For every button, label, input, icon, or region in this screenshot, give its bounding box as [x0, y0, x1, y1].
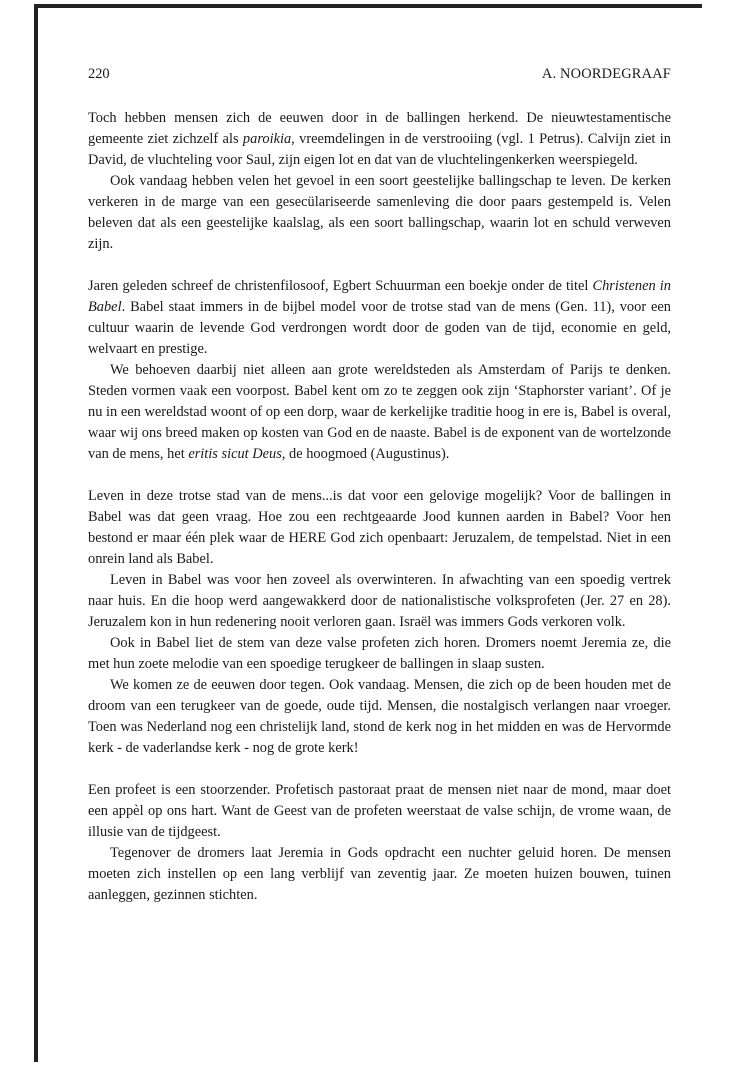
page-header — [88, 66, 671, 88]
running-head-author: A. NOORDEGRAAF — [541, 66, 671, 82]
paragraph-1: Toch hebben mensen zich de eeuwen door in de ballingen herkend. De nieuwtestamentische gemeente ziet zichzelf als paroikia, vreemdelingen in de verstrooiing (vgl. 1 Petrus). Calvijn ziet in David, de vluchteling voor Saul, zijn eigen lot en dat van de vluchtelingenkerken weerspiegeld. — [88, 110, 672, 168]
paragraph-9: Een profeet is een stoorzender. Profetisch pastoraat praat de mensen niet naar de mond, maar doet een appèl op ons hart. Want de Geest van de profeten weerstaat de valse schijn, de vrome waan, de illusie van de tijdgeest. — [88, 782, 671, 840]
paragraph-8: We komen ze de eeuwen door tegen. Ook vandaag. Mensen, die zich op de been houden met de droom van een terugkeer van de goede, oude tijd. Mensen, die nostalgisch verlangen naar vroeger. Toen was Nederland nog een christelijk land, stond de kerk nog in het midden en was de Hervormde kerk - de vaderlandse kerk - nog de grote kerk! — [88, 677, 671, 756]
page-number: 220 — [88, 66, 110, 82]
page-border-left — [34, 4, 38, 1062]
page-border-top — [34, 4, 702, 8]
paragraph-7: Ook in Babel liet de stem van deze valse profeten zich horen. Dromers noemt Jeremia ze, die met hun zoete melodie van een spoedige terugkeer de ballingen in slaap susten. — [88, 635, 671, 672]
paragraph-2: Ook vandaag hebben velen het gevoel in een soort geestelijke ballingschap te leven. De kerken verkeren in de marge van een gesecülariseerde samenleving die door paars gestempeld is. Velen beleven dat als een geestelijke kaalslag, als een soort ballingschap, waarin lot en schuld verweven zijn. — [88, 173, 671, 252]
paragraph-5: Leven in deze trotse stad van de mens...is dat voor een gelovige mogelijk? Voor de ballingen in Babel was dat geen vraag. Hoe zou een rechtgeaarde Jood kunnen aarden in Babel? Voor hen bestond er maar één plek waar de HERE God zich openbaart: Jeruzalem, de tempelstad. Niet in een onrein land als Babel. — [88, 488, 671, 567]
paragraph-4: We behoeven daarbij niet alleen aan grote wereldsteden als Amsterdam of Parijs te denken. Steden vormen vaak een voorpost. Babel kent om zo te zeggen ook zijn ‘Staphorster variant’. Of je nu in een wereldstad woont of op een dorp, waar de kerkelijke traditie hoog in ere is, Babel is overal, waar wij ons breed maken op kosten van God en de naaste. Babel is de exponent van de wortelzonde van de mens, het eritis sicut Deus, de hoogmoed (Augustinus). — [88, 362, 671, 462]
paragraph-3: Jaren geleden schreef de christenfilosoof, Egbert Schuurman een boekje onder de titel Christenen in Babel. Babel staat immers in de bijbel model voor de trotse stad van de mens (Gen. 11), voor een cultuur waarin de levende God verdrongen wordt door de goden van de tijd, economie en geld, welvaart en prestige. — [88, 278, 671, 357]
body-text — [88, 108, 671, 906]
paragraph-6: Leven in Babel was voor hen zoveel als overwinteren. In afwachting van een spoedig vertrek naar huis. En die hoop werd aangewakkerd door de nationalistische volksprofeten (Jer. 27 en 28). Jeruzalem kon in hun redenering nooit verloren gaan. Israël was immers Gods verkoren volk. — [88, 572, 671, 630]
paragraph-10: Tegenover de dromers laat Jeremia in Gods opdracht een nuchter geluid horen. De mensen moeten zich instellen op een lang verblijf van zeventig jaar. Ze moeten huizen bouwen, tuinen aanleggen, gezinnen stichten. — [88, 845, 671, 903]
